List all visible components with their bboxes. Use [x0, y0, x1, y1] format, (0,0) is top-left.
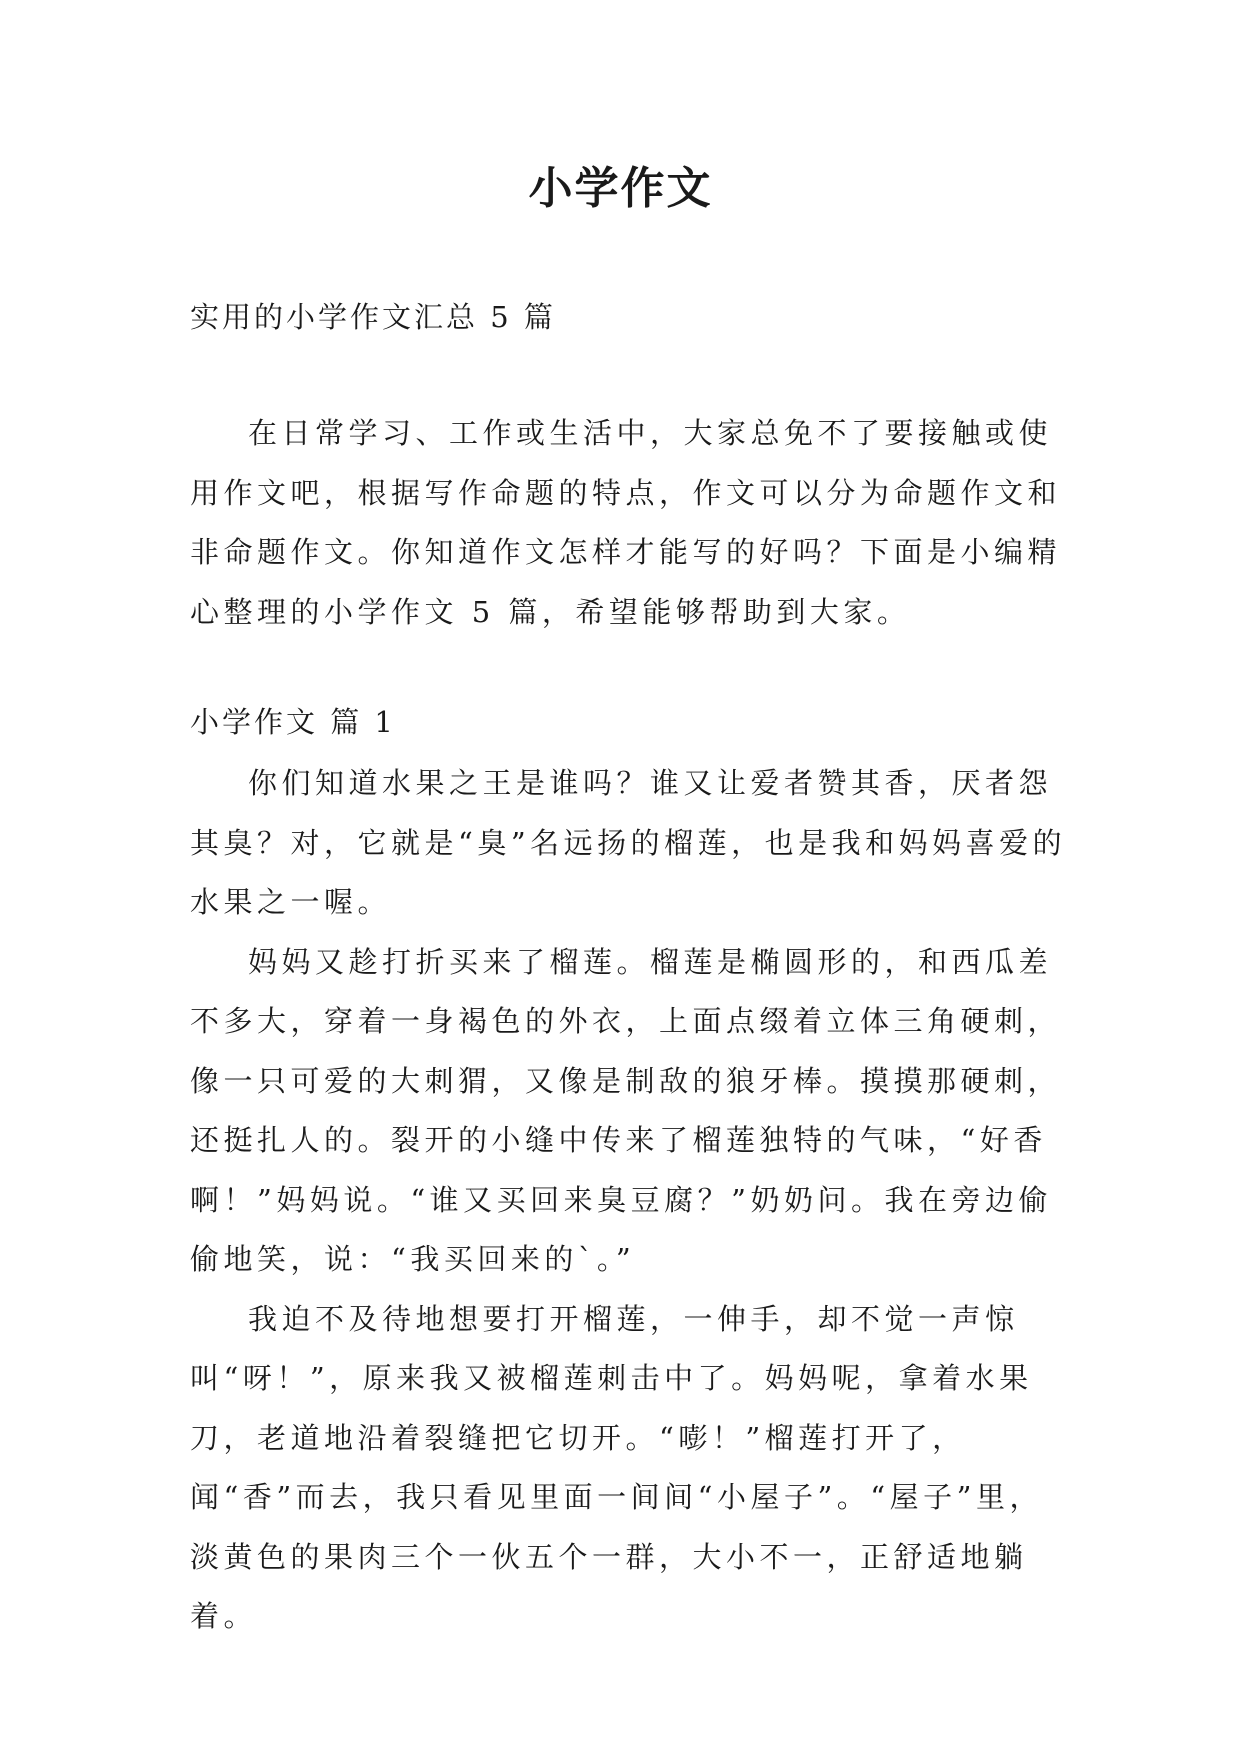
essay-paragraph: 你们知道水果之王是谁吗？谁又让爱者赞其香，厌者怨其臭？对，它就是“臭”名远扬的榴莲，也是我和妈妈喜爱的水果之一喔。	[190, 766, 1067, 919]
essay-paragraph: 我迫不及待地想要打开榴莲，一伸手，却不觉一声惊叫“呀！”，原来我又被榴莲刺击中了。妈妈呢，拿着水果刀，老道地沿着裂缝把它切开。“嘭！”榴莲打开了，闻“香”而去，我只看见里面一间间“小屋子”。“屋子”里，淡黄色的果肉三个一伙五个一群，大小不一，正舒适地躺着。	[190, 1301, 1043, 1633]
intro-paragraph: 在日常学习、工作或生活中，大家总免不了要接触或使用作文吧，根据写作命题的特点，作文可以分为命题作文和非命题作文。你知道作文怎样才能写的好吗？下面是小编精心整理的小学作文 5 篇，希望能够帮助到大家。	[190, 416, 1062, 629]
essay-body	[190, 754, 1070, 1647]
section-heading: 小学作文 篇 1	[190, 705, 396, 739]
essay-paragraph: 妈妈又趁打折买来了榴莲。榴莲是椭圆形的，和西瓜差不多大，穿着一身褐色的外衣，上面点缀着立体三角硬刺，像一只可爱的大刺猬，又像是制敌的狼牙棒。摸摸那硬刺，还挺扎人的。裂开的小缝中传来了榴莲独特的气味，“好香啊！”妈妈说。“谁又买回来臭豆腐？”奶奶问。我在旁边偷偷地笑，说：“我买回来的`。”	[190, 944, 1062, 1276]
intro-block	[190, 404, 1070, 642]
document-title: 小学作文	[528, 163, 713, 214]
document-subtitle: 实用的小学作文汇总 5 篇	[190, 300, 556, 334]
